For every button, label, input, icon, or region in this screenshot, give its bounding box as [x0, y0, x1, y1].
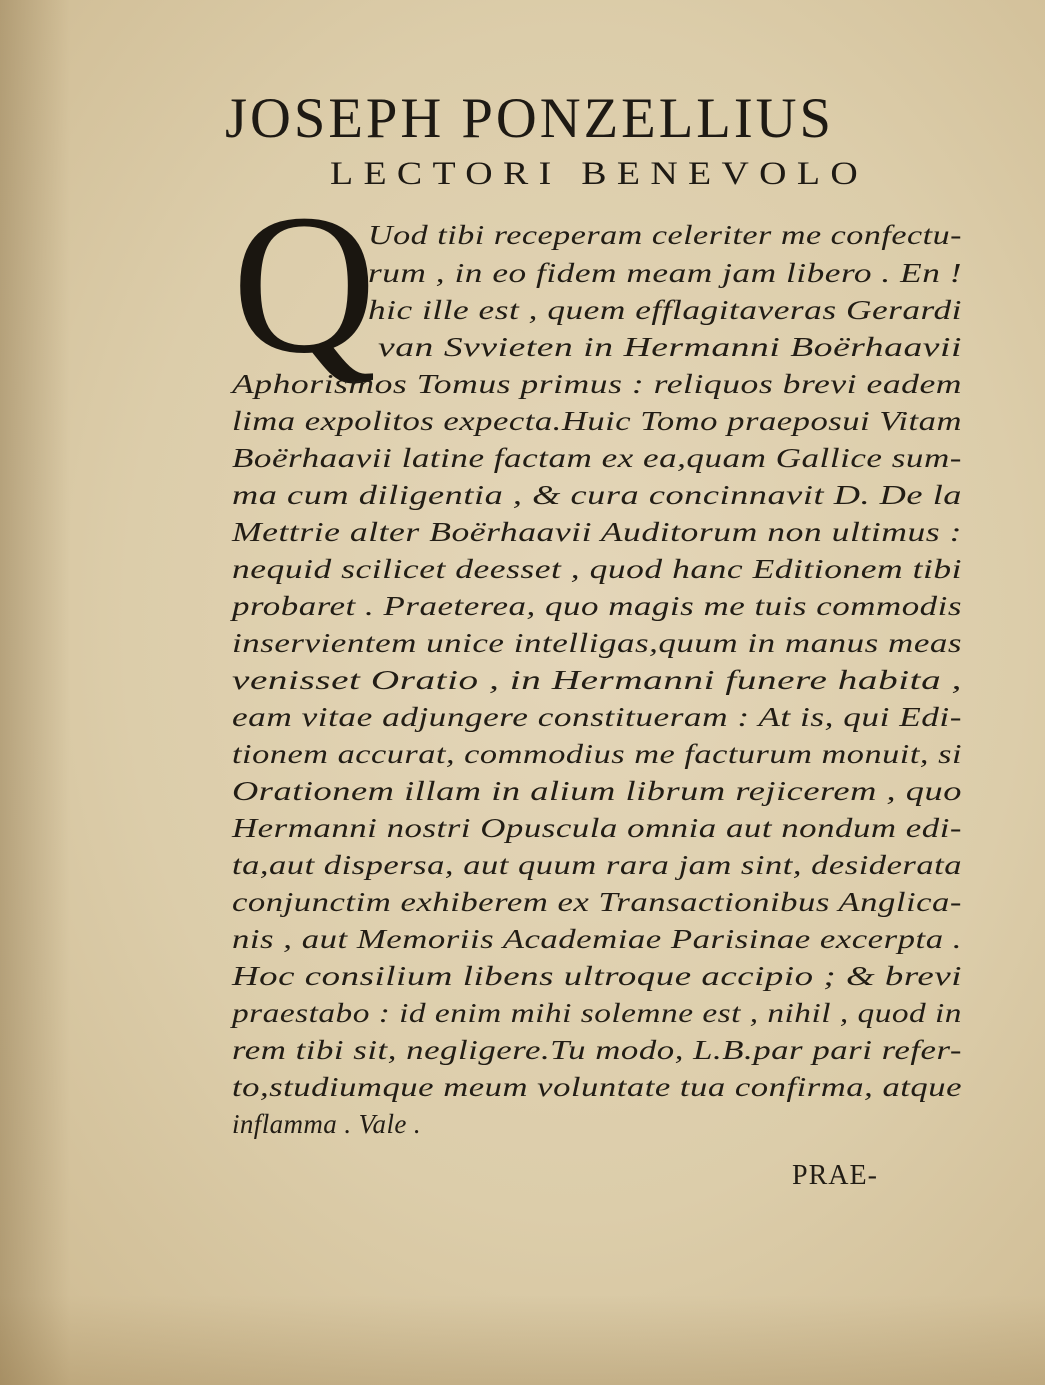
text-line: hic ille est , quem efflagitaveras Gerardi: [368, 295, 962, 325]
page-shadow-left: [0, 0, 70, 1385]
text-line: rem tibi sit, negligere.Tu modo, L.B.par pari refer-: [232, 1035, 962, 1065]
page-shadow-bottom: [0, 1295, 1045, 1385]
text-line: ta,aut dispersa, aut quum rara jam sint, desiderata: [232, 850, 962, 880]
text-line: Boërhaavii latine factam ex ea,quam Gallice sum-: [232, 443, 963, 473]
catchword: PRAE-: [792, 1160, 878, 1191]
text-line: Orationem illam in alium librum rejicerem , quo: [232, 776, 962, 806]
text-line: nis , aut Memoriis Academiae Parisinae excerpta .: [232, 924, 962, 954]
text-line: inservientem unice intelligas,quum in manus meas: [232, 628, 962, 658]
text-line: ma cum diligentia , & cura concinnavit D. De la: [232, 480, 962, 510]
text-line: tionem accurat, commodius me facturum monuit, si: [232, 739, 962, 769]
text-line: to,studiumque meum voluntate tua confirma, atque: [232, 1072, 962, 1102]
page-subtitle: LECTORI BENEVOLO: [330, 156, 868, 192]
text-line: probaret . Praeterea, quo magis me tuis commodis: [232, 591, 962, 621]
text-line: praestabo : id enim mihi solemne est , nihil , quod in: [232, 998, 963, 1028]
text-line: Mettrie alter Boërhaavii Auditorum non ultimus :: [232, 517, 962, 547]
text-line: lima expolitos expecta.Huic Tomo praeposui Vitam: [232, 406, 962, 436]
text-line: van Svvieten in Hermanni Boërhaavii: [378, 332, 962, 362]
text-line: Hermanni nostri Opuscula omnia aut nondum edi-: [232, 813, 962, 843]
text-line: rum , in eo fidem meam jam libero . En !: [368, 258, 962, 288]
text-line: conjunctim exhiberem ex Transactionibus Anglica-: [232, 887, 962, 917]
page-title: JOSEPH PONZELLIUS: [225, 87, 835, 150]
text-line: nequid scilicet deesset , quod hanc Editionem tibi: [232, 554, 962, 584]
text-line: Uod tibi receperam celeriter me confectu-: [368, 220, 962, 250]
text-line: Hoc consilium libens ultroque accipio ; & brevi: [232, 961, 962, 991]
drop-cap: Q: [232, 174, 377, 395]
text-line: eam vitae adjungere constitueram : At is, qui Edi-: [232, 702, 963, 732]
text-line: venisset Oratio , in Hermanni funere habita ,: [232, 665, 962, 695]
text-line: inflamma . Vale .: [232, 1109, 422, 1139]
text-line: Aphorismos Tomus primus : reliquos brevi eadem: [232, 369, 962, 399]
